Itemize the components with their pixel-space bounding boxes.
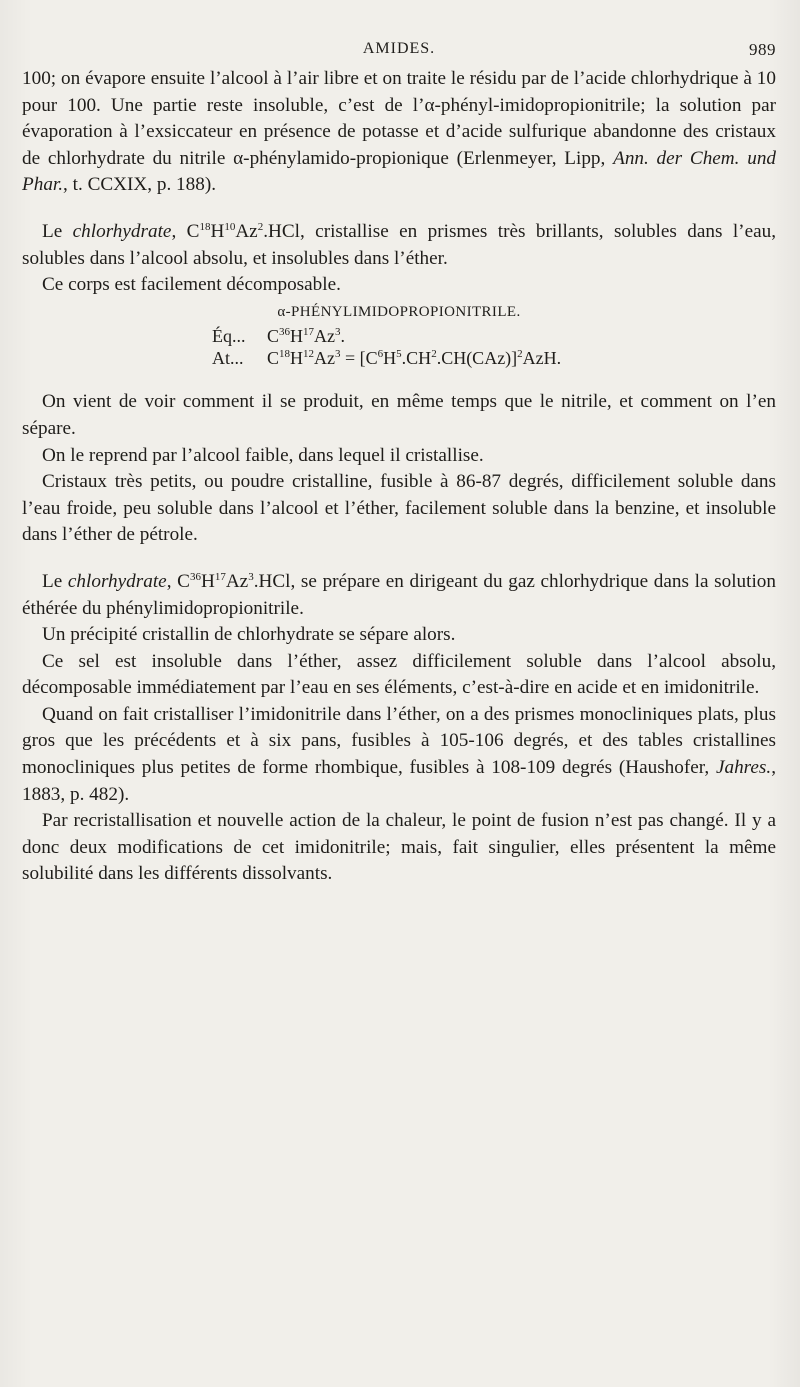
text-run: Az — [235, 220, 258, 242]
page-number: 989 — [749, 40, 776, 59]
spacer — [22, 369, 776, 389]
subscript-number: 12 — [303, 348, 315, 361]
paragraph-5: On le reprend par l’alcool faible, dans lequel il cristallise. — [42, 444, 484, 466]
subscript-number: 3 — [335, 348, 341, 361]
text-run: Quand on fait cristalliser l’imidonitrile dans l’éther, on a des prismes monocliniques plats, plus gros que les précédents et à six pans, fusibles à 105-106 degrés, et des tables cristallines monocliniques plus petites de forme rhombique, fusibles à 108-109 degrés (Haushofer, — [22, 703, 776, 779]
formula-atomic — [212, 347, 776, 369]
text-run: H — [210, 220, 225, 242]
formula-equivalents — [212, 325, 776, 347]
paragraph-3: Ce corps est facilement décomposable. — [42, 274, 341, 296]
subscript-number: 17 — [214, 570, 226, 583]
paragraph-4: On vient de voir comment il se produit, en même temps que le nitrile, et comment on l’en sépare. — [22, 391, 776, 439]
spacer — [22, 549, 776, 569]
paragraph-7 — [22, 569, 776, 622]
running-title: AMIDES. — [362, 40, 436, 57]
text-run: H — [383, 348, 397, 369]
text-run: . — [340, 326, 346, 347]
subscript-number: 3 — [248, 570, 254, 583]
subscript-number: 5 — [396, 348, 402, 361]
term-chlorhydrate: chlorhydrate — [72, 220, 172, 242]
text-run: AzH. — [522, 348, 562, 369]
section-heading: α-PHÉNYLIMIDOPROPIONITRILE. — [277, 303, 521, 320]
text-run: H — [290, 326, 304, 347]
text-run: , 1883, p. 482). — [22, 757, 776, 805]
paragraph-1 — [22, 66, 776, 199]
text-run: C — [267, 348, 280, 369]
page-body — [22, 66, 776, 888]
text-run: 100; on évapore ensuite l’alcool à l’air libre et on traite le résidu par de l’acide chlorhydrique à 10 pour 100. Une partie reste insoluble, c’est de l’α-phényl-imidopropionitrile; la solution par évaporation à l’exsiccateur en présence de potasse et d’acide sulfurique abandonne des cristaux de chlorhydrate du nitrile α-phénylamido-propionique (Erlenmeyer, Lipp, — [22, 68, 776, 169]
subscript-number: 18 — [199, 220, 211, 233]
citation-journal: Jahres. — [715, 757, 772, 779]
subscript-number: 17 — [303, 326, 315, 339]
text-run: , C — [166, 570, 190, 592]
subscript-number: 36 — [279, 326, 291, 339]
text-run: .CH(CAz)] — [436, 348, 518, 369]
citation-journal: Ann. der Chem. und Phar. — [22, 147, 777, 196]
text-run: Le — [42, 570, 68, 592]
text-run: , C — [171, 220, 200, 242]
subscript-number: 2 — [517, 348, 523, 361]
text-run: C — [267, 326, 280, 347]
subscript-number: 2 — [431, 348, 437, 361]
text-run: H — [200, 570, 215, 592]
formula-block — [212, 325, 776, 369]
text-run: .HCl, cristallise en prismes très brillants, solubles dans l’eau, solubles dans l’alcool absolu, et insolubles dans l’éther. — [22, 220, 776, 269]
spacer — [22, 199, 776, 219]
formula-label: At... — [212, 348, 244, 369]
text-run: Az — [225, 570, 249, 592]
text-run: .HCl, se prépare en dirigeant du gaz chlorhydrique dans la solution éthérée du phénylimidopropionitrile. — [22, 570, 776, 619]
subscript-number: 10 — [224, 220, 236, 233]
paragraph-6: Cristaux très petits, ou poudre cristalline, fusible à 86-87 degrés, difficilement soluble dans l’eau froide, peu soluble dans l’alcool et l’éther, facilement soluble dans la benzine, et insoluble dans l’éther de pétrole. — [22, 471, 776, 546]
subscript-number: 2 — [257, 220, 264, 233]
text-run: .CH — [401, 348, 432, 369]
paragraph-2 — [22, 219, 776, 272]
text-run: , t. CCXIX, p. 188). — [63, 174, 217, 196]
text-run: H — [290, 348, 304, 369]
paragraph-11: Par recristallisation et nouvelle action de la chaleur, le point de fusion n’est pas changé. Il y a donc deux modifications de cet imidonitrile; mais, fait singulier, elles présentent la même solubilité dans les différents dissolvants. — [22, 810, 776, 885]
formula-label: Éq... — [212, 326, 246, 347]
paragraph-8: Un précipité cristallin de chlorhydrate se sépare alors. — [42, 624, 456, 646]
subscript-number: 3 — [335, 326, 341, 339]
subscript-number: 6 — [377, 348, 384, 361]
subscript-number: 36 — [189, 570, 201, 583]
text-run: Az — [314, 326, 336, 347]
running-header — [22, 40, 776, 64]
text-run: Le — [42, 220, 73, 242]
paragraph-9: Ce sel est insoluble dans l’éther, assez difficilement soluble dans l’alcool absolu, décomposable immédiatement par l’eau en ses éléments, c’est-à-dire en acide et en imidonitrile. — [22, 650, 776, 699]
paragraph-10 — [22, 702, 776, 808]
text-run: = [C — [340, 348, 378, 369]
subscript-number: 18 — [279, 348, 291, 361]
text-run: Az — [314, 348, 336, 369]
term-chlorhydrate: chlorhydrate — [67, 570, 167, 592]
